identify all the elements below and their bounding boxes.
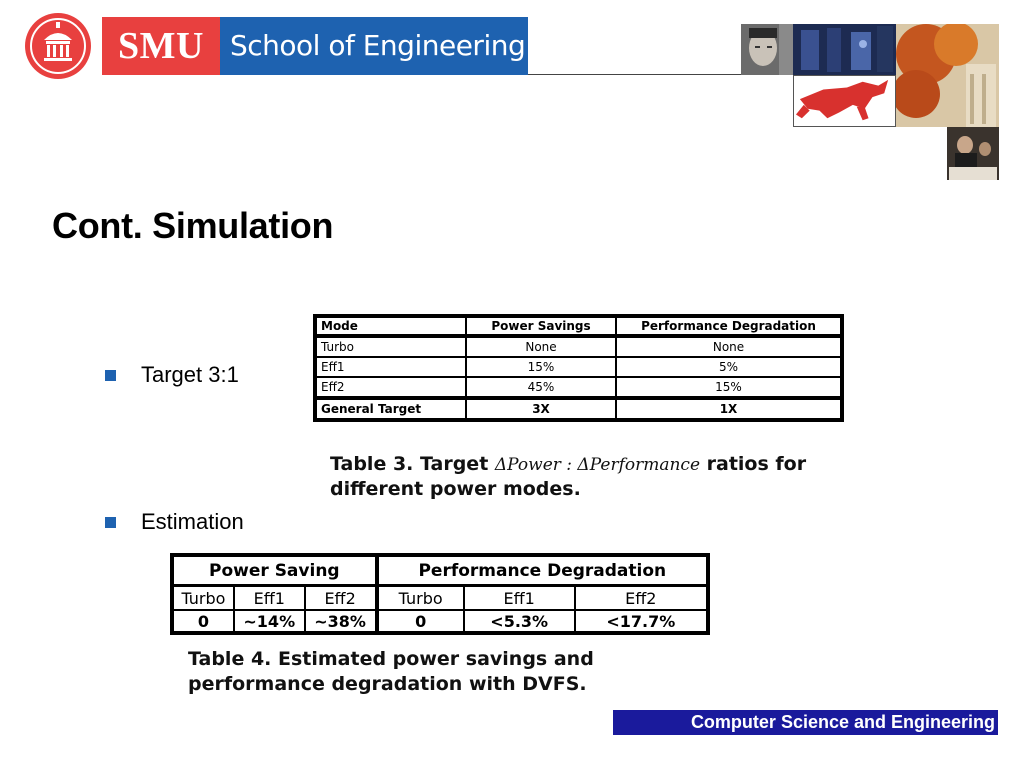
table-cell: <5.3% <box>464 610 575 633</box>
header-divider <box>528 74 742 75</box>
table-row <box>315 336 842 357</box>
table-header-cell: Eff2 <box>575 586 708 611</box>
bullet-label: Estimation <box>141 509 244 534</box>
table-cell: 15% <box>616 377 842 398</box>
table-cell: 0 <box>377 610 464 633</box>
table-cell: 5% <box>616 357 842 377</box>
caption-prefix: Table 3. Target <box>330 453 495 475</box>
smu-logo: SMU <box>102 17 220 75</box>
table-header-cell: Eff1 <box>234 586 305 611</box>
table-cell: None <box>466 336 616 357</box>
target-ratio-table <box>313 314 844 422</box>
bullet-item <box>105 509 244 535</box>
caption-suffix: ratios for different power modes. <box>330 453 807 500</box>
table-header-row <box>315 316 842 336</box>
table-cell: Eff1 <box>315 357 466 377</box>
table-cell: Turbo <box>315 336 466 357</box>
table-row <box>315 377 842 398</box>
table-group-header-row <box>172 555 708 586</box>
table-header-cell: Performance Degradation <box>616 316 842 336</box>
table-cell: 15% <box>466 357 616 377</box>
table-cell: Eff2 <box>315 377 466 398</box>
table3-caption <box>330 452 850 501</box>
mustang-logo-icon <box>793 75 896 127</box>
table-row <box>315 357 842 377</box>
table-cell: 0 <box>172 610 234 633</box>
table-cell: 1X <box>616 398 842 420</box>
page-title: Cont. Simulation <box>52 205 334 246</box>
table-cell: General Target <box>315 398 466 420</box>
table-row <box>172 610 708 633</box>
table-header-cell: Mode <box>315 316 466 336</box>
table-cell: <17.7% <box>575 610 708 633</box>
caption-math: ΔPower : ΔPerformance <box>494 455 701 475</box>
university-seal-icon <box>24 12 92 80</box>
table-group-header: Power Saving <box>172 555 377 586</box>
table4-caption: Table 4. Estimated power savings and performance degradation with DVFS. <box>188 648 594 695</box>
bullet-label: Target 3:1 <box>141 362 239 387</box>
table-header-row <box>172 586 708 611</box>
table-row <box>315 398 842 420</box>
footer-department: Computer Science and Engineering <box>613 710 998 735</box>
table-header-cell: Eff1 <box>464 586 575 611</box>
campus-tree-photo <box>896 24 999 127</box>
table-cell: ~38% <box>305 610 377 633</box>
table-header-cell: Turbo <box>172 586 234 611</box>
estimation-table <box>170 553 710 635</box>
bullet-item <box>105 362 239 388</box>
square-bullet-icon <box>105 517 116 528</box>
table-header-cell: Turbo <box>377 586 464 611</box>
table-header-cell: Eff2 <box>305 586 377 611</box>
table-cell: ~14% <box>234 610 305 633</box>
school-name: School of Engineering <box>220 17 528 75</box>
table-header-cell: Power Savings <box>466 316 616 336</box>
portrait-photo <box>741 24 793 75</box>
square-bullet-icon <box>105 370 116 381</box>
table-group-header: Performance Degradation <box>377 555 708 586</box>
table-cell: 45% <box>466 377 616 398</box>
lab-photo <box>793 24 896 75</box>
table-cell: None <box>616 336 842 357</box>
students-photo <box>947 127 999 180</box>
table-cell: 3X <box>466 398 616 420</box>
